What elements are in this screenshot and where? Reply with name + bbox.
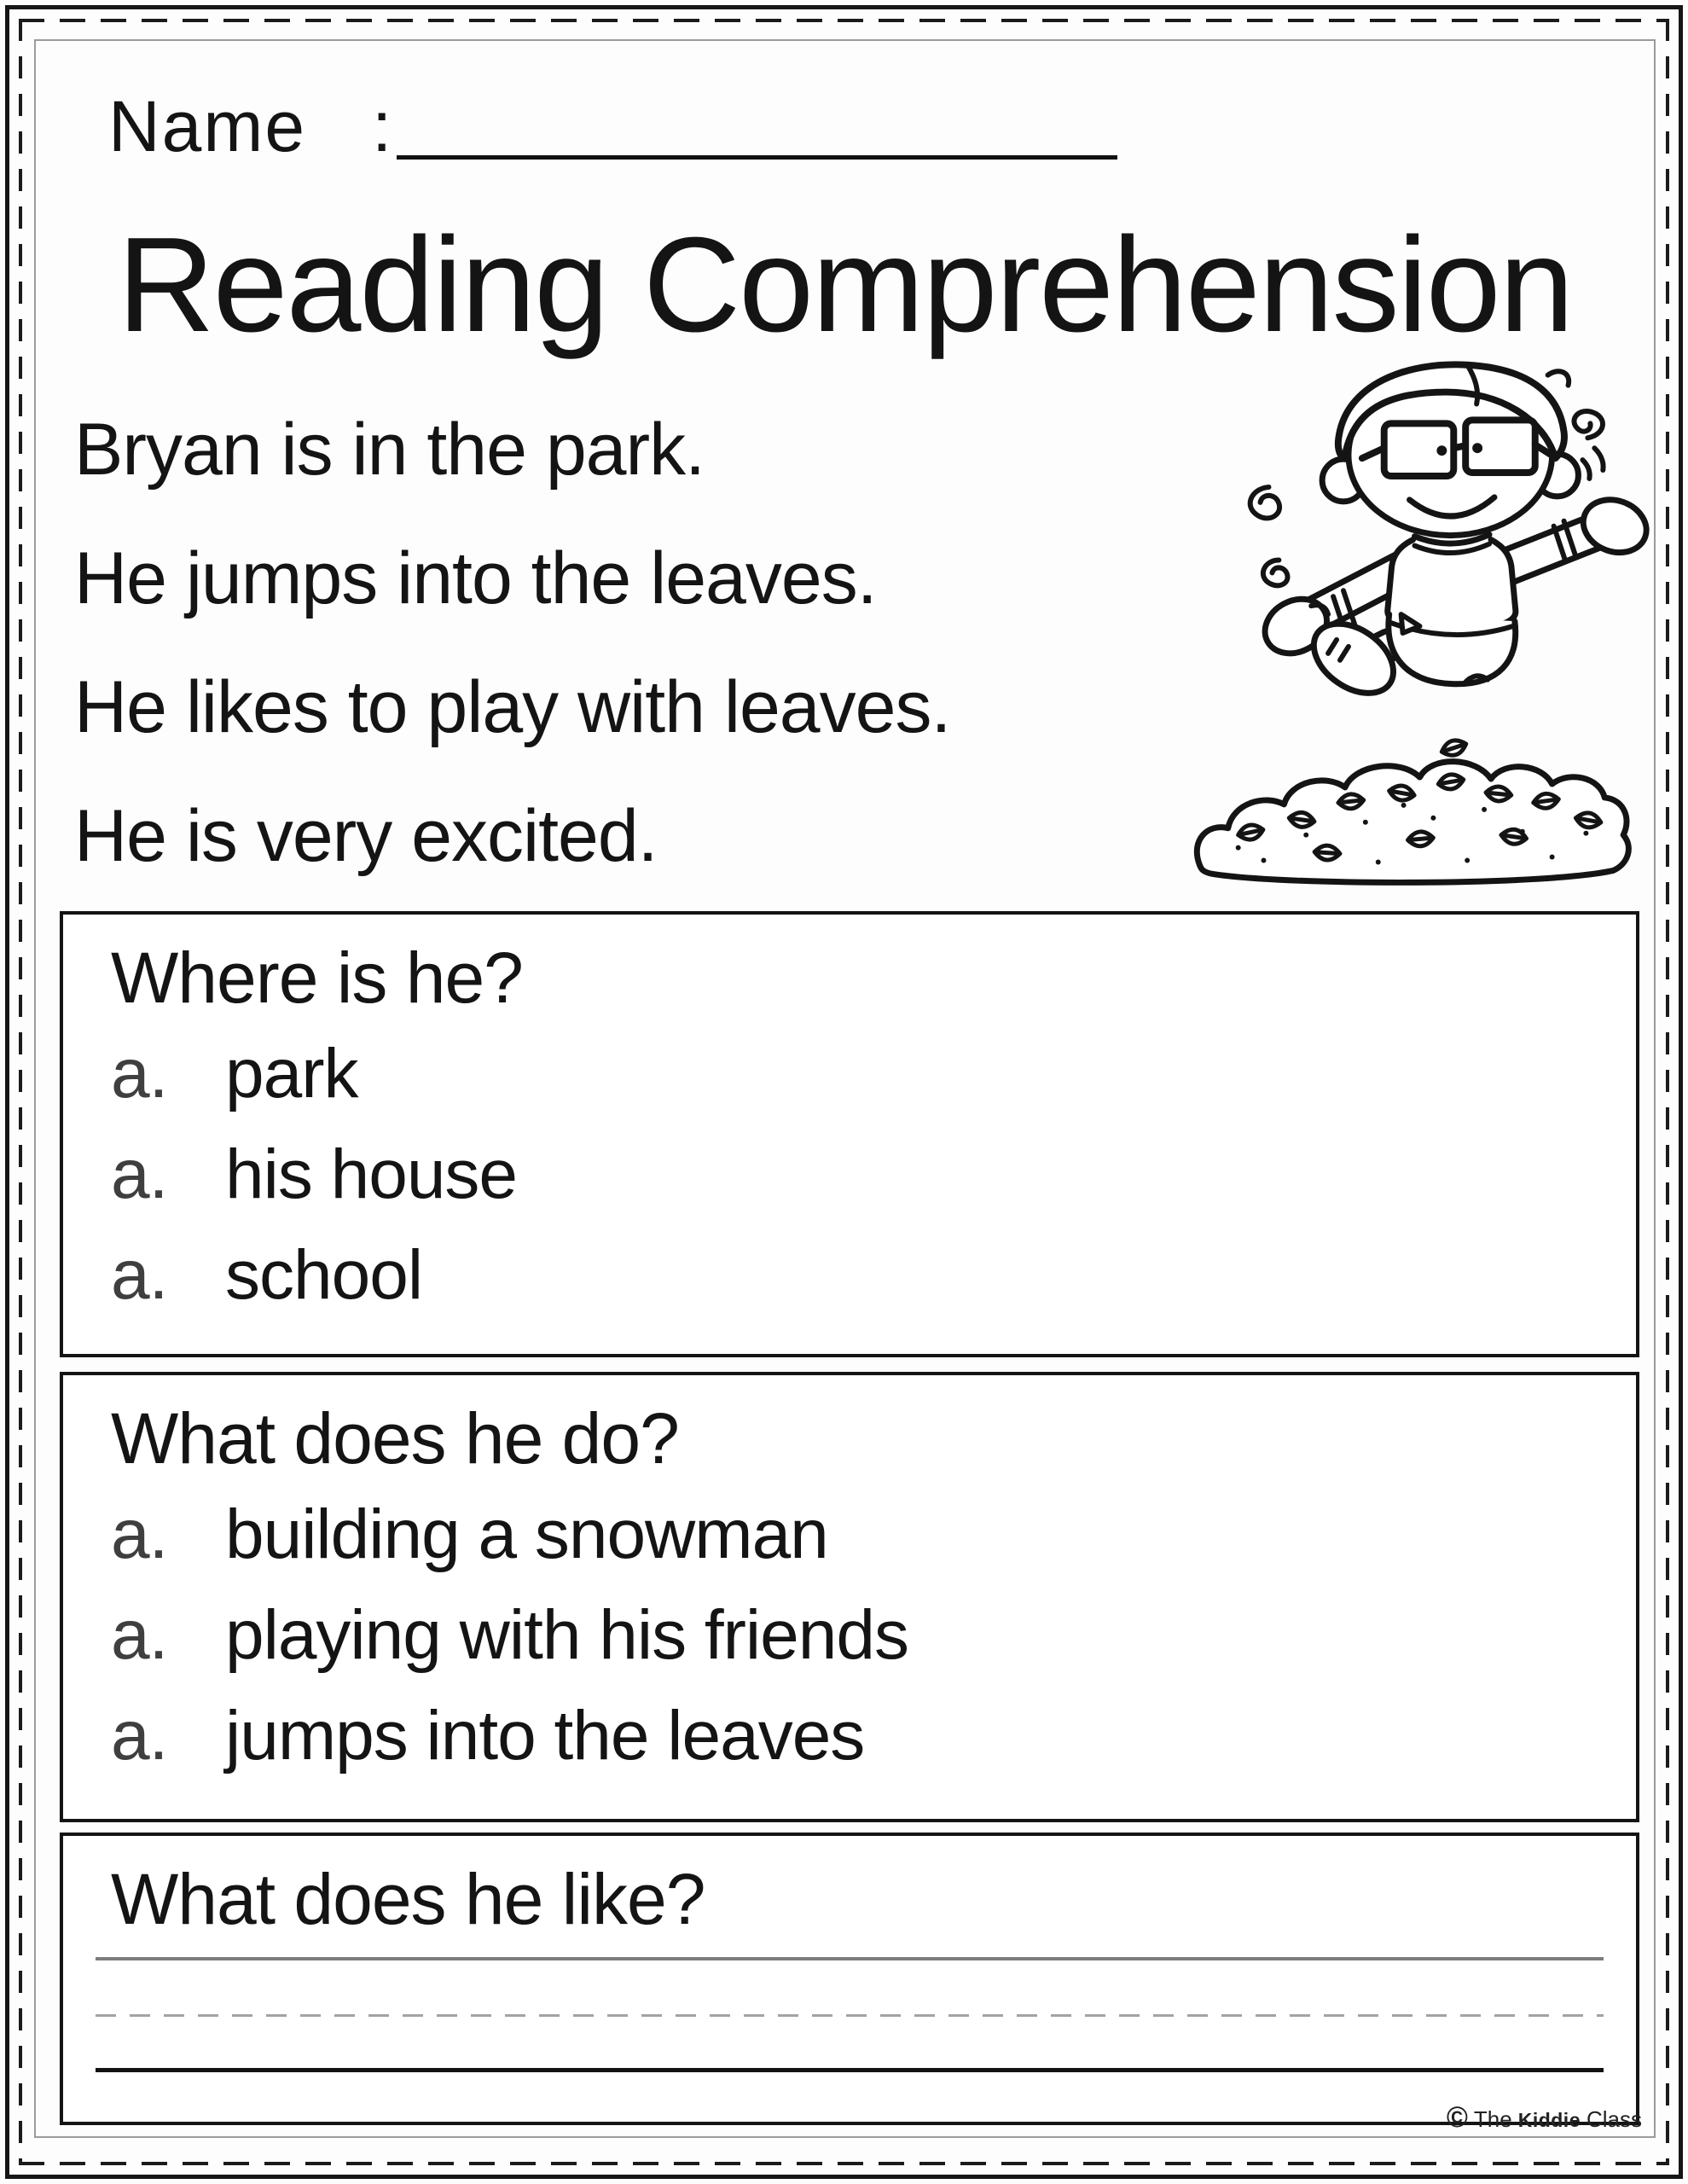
brand-word-the: The [1473,2106,1512,2132]
option-text: playing with his friends [225,1596,908,1674]
boy-figure [1256,364,1650,707]
option-text: his house [225,1136,518,1213]
option-marker: a. [111,1697,168,1774]
question-box-2 [60,1372,1639,1822]
question-box-3 [60,1833,1639,2125]
option-text: school [225,1236,423,1314]
brand-word-class: Class [1586,2106,1642,2132]
dashed-border-bottom [19,2162,1669,2165]
option-marker: a. [111,1035,168,1112]
question-prompt: What does he do? [111,1398,679,1478]
answer-option [111,1135,517,1215]
brand-word-kiddie: Kiddie [1517,2109,1581,2131]
writing-line-top [96,1957,1604,1960]
name-label: Name [108,86,307,166]
writing-line-middle [96,2014,1604,2017]
leaf-pile [1197,737,1628,882]
name-colon: : [372,86,392,166]
worksheet-title: Reading Comprehension [117,210,1573,360]
reading-passage [74,386,950,901]
content-frame [34,39,1656,2138]
writing-line-bottom [96,2068,1604,2072]
name-underline [397,155,1117,160]
dashed-border-right [1666,19,1669,2165]
option-text: building a snowman [225,1496,828,1573]
answer-option [111,1495,828,1575]
option-marker: a. [111,1236,168,1314]
passage-line: He likes to play with leaves. [74,666,951,748]
option-text: park [225,1035,358,1112]
question-box-1 [60,911,1639,1357]
option-marker: a. [111,1136,168,1213]
passage-line: He jumps into the leaves. [74,537,877,619]
option-marker: a. [111,1596,168,1674]
option-text: jumps into the leaves [225,1697,865,1774]
answer-option [111,1595,908,1676]
answer-option [111,1235,422,1316]
answer-option [111,1696,864,1776]
passage-line: He is very excited. [74,795,658,877]
copyright-icon: © [1446,2101,1468,2134]
question-prompt: What does he like? [111,1859,705,1939]
brand-logo [1447,2101,1642,2135]
answer-option [111,1034,358,1114]
dashed-border-top [19,19,1669,22]
dashed-border-left [19,19,22,2165]
option-marker: a. [111,1496,168,1573]
passage-line: Bryan is in the park. [74,409,705,491]
boy-jumping-into-leaves-illustration [1187,358,1650,904]
question-prompt: Where is he? [111,938,523,1018]
